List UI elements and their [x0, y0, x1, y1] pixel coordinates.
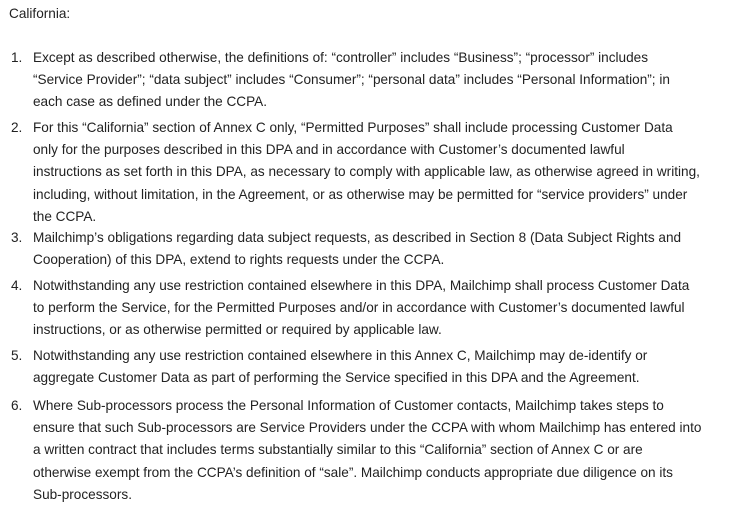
- clause-number: 2.: [11, 120, 23, 135]
- clause-line: Notwithstanding any use restriction contained elsewhere in this DPA, Mailchimp shall process Customer Data: [33, 278, 690, 293]
- clause-text: [33, 47, 735, 114]
- clause-text: [33, 345, 735, 389]
- clause-number: 1.: [11, 50, 23, 65]
- clause-line: a written contract that includes terms substantially similar to this “California” section of Annex C or are: [33, 442, 643, 458]
- clause-line: Cooperation) of this DPA, extend to rights requests under the CCPA.: [33, 252, 445, 268]
- clause-line: instructions as set forth in this DPA, as necessary to comply with applicable law, as otherwise agreed in writing,: [33, 164, 700, 180]
- clause-line: Sub-processors.: [33, 486, 132, 502]
- clause-text: [33, 117, 735, 228]
- clause-line: For this “California” section of Annex C only, “Permitted Purposes” shall include processing Customer Data: [33, 120, 673, 135]
- clause-line: aggregate Customer Data as part of performing the Service specified in this DPA and the Agreement.: [33, 370, 640, 386]
- clause-line: “Service Provider”; “data subject” includes “Consumer”; “personal data” includes “Personal Information”; in: [33, 72, 670, 88]
- clause-text: [33, 275, 735, 342]
- clause-line: Notwithstanding any use restriction contained elsewhere in this Annex C, Mailchimp may de-identify or: [33, 348, 648, 363]
- clause-line: only for the purposes described in this DPA and in accordance with Customer’s documented lawful: [33, 142, 625, 158]
- clause-line: otherwise exempt from the CCPA’s definition of “sale”. Mailchimp conducts appropriate due diligence on its: [33, 464, 673, 480]
- section-heading: California:: [9, 6, 71, 21]
- clause-number: 5.: [11, 348, 23, 363]
- clause-text: [33, 227, 735, 271]
- clause-line: to perform the Service, for the Permitted Purposes and/or in accordance with Customer’s documented lawful: [33, 300, 685, 316]
- clause-line: the CCPA.: [33, 208, 97, 224]
- clause-number: 4.: [11, 278, 23, 293]
- clause-number: 3.: [11, 230, 23, 245]
- clause-text: [33, 395, 735, 506]
- clause-line: Except as described otherwise, the definitions of: “controller” includes “Business”; “processor” includes: [33, 50, 649, 65]
- clause-line: Mailchimp’s obligations regarding data subject requests, as described in Section 8 (Data Subject Rights and: [33, 230, 682, 245]
- clause-number: 6.: [11, 398, 23, 413]
- clause-line: Where Sub-processors process the Personal Information of Customer contacts, Mailchimp takes steps to: [33, 398, 664, 413]
- clause-line: ensure that such Sub-processors are Service Providers under the CCPA with whom Mailchimp has entered into: [33, 420, 702, 436]
- clause-line: each case as defined under the CCPA.: [33, 94, 268, 110]
- clause-line: including, without limitation, in the Agreement, or as otherwise may be permitted for “service providers” under: [33, 186, 688, 202]
- clause-line: instructions, or as otherwise permitted or required by applicable law.: [33, 322, 442, 338]
